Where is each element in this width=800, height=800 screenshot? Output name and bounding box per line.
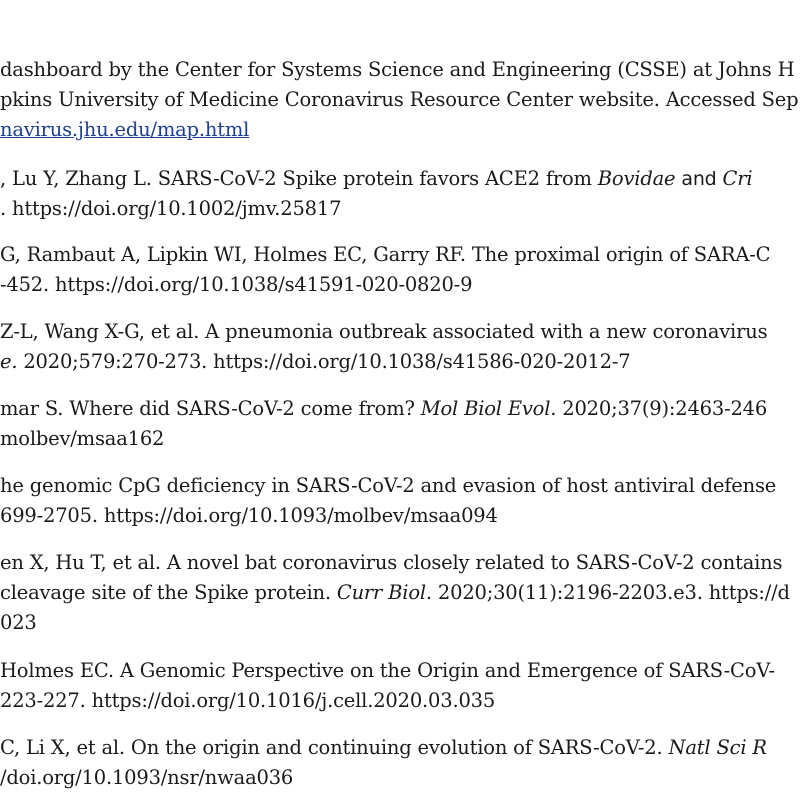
reference-line: Z-L, Wang X-G, et al. A pneumonia outbreak associated with a new coronavirus: [0, 320, 768, 343]
reference-line: , Lu Y, Zhang L. SARS-CoV-2 Spike protein favors ACE2 from Bovidae and Cri: [0, 167, 753, 190]
reference-line: C, Li X, et al. On the origin and continuing evolution of SARS-CoV-2. Natl Sci R: [0, 736, 767, 759]
reference-line: 223-227. https://doi.org/10.1016/j.cell.2020.03.035: [0, 689, 496, 712]
reference-entry: [0, 55, 798, 145]
reference-entry: [0, 733, 767, 793]
reference-line: -452. https://doi.org/10.1038/s41591-020-0820-9: [0, 273, 473, 296]
reference-link[interactable]: navirus.jhu.edu/map.html: [0, 118, 250, 141]
reference-line: 699-2705. https://doi.org/10.1093/molbev/msaa094: [0, 504, 498, 527]
reference-entry: [0, 656, 775, 716]
reference-line: cleavage site of the Spike protein. Curr Biol. 2020;30(11):2196-2203.e3. https://d: [0, 581, 790, 604]
reference-entry: [0, 471, 776, 531]
reference-line: . https://doi.org/10.1002/jmv.25817: [0, 197, 342, 220]
reference-line: pkins University of Medicine Coronavirus Resource Center website. Accessed Sep: [0, 88, 799, 111]
reference-line: 023: [0, 611, 37, 634]
reference-line: molbev/msaa162: [0, 427, 165, 450]
reference-entry: [0, 164, 752, 224]
reference-entry: [0, 240, 770, 300]
reference-line: e. 2020;579:270-273. https://doi.org/10.1038/s41586-020-2012-7: [0, 350, 631, 373]
reference-line: he genomic CpG deficiency in SARS-CoV-2 and evasion of host antiviral defense: [0, 474, 777, 497]
reference-entry: [0, 394, 767, 454]
reference-line: G, Rambaut A, Lipkin WI, Holmes EC, Garry RF. The proximal origin of SARA-C: [0, 243, 771, 266]
reference-entry: [0, 548, 790, 638]
reference-line: dashboard by the Center for Systems Science and Engineering (CSSE) at Johns H: [0, 58, 795, 81]
reference-line: Holmes EC. A Genomic Perspective on the Origin and Emergence of SARS-CoV-: [0, 659, 775, 682]
reference-entry: [0, 317, 767, 377]
reference-line: mar S. Where did SARS-CoV-2 come from? Mol Biol Evol. 2020;37(9):2463-246: [0, 397, 768, 420]
reference-line: en X, Hu T, et al. A novel bat coronavirus closely related to SARS-CoV-2 contains: [0, 551, 783, 574]
reference-line: /doi.org/10.1093/nsr/nwaa036: [0, 766, 294, 789]
